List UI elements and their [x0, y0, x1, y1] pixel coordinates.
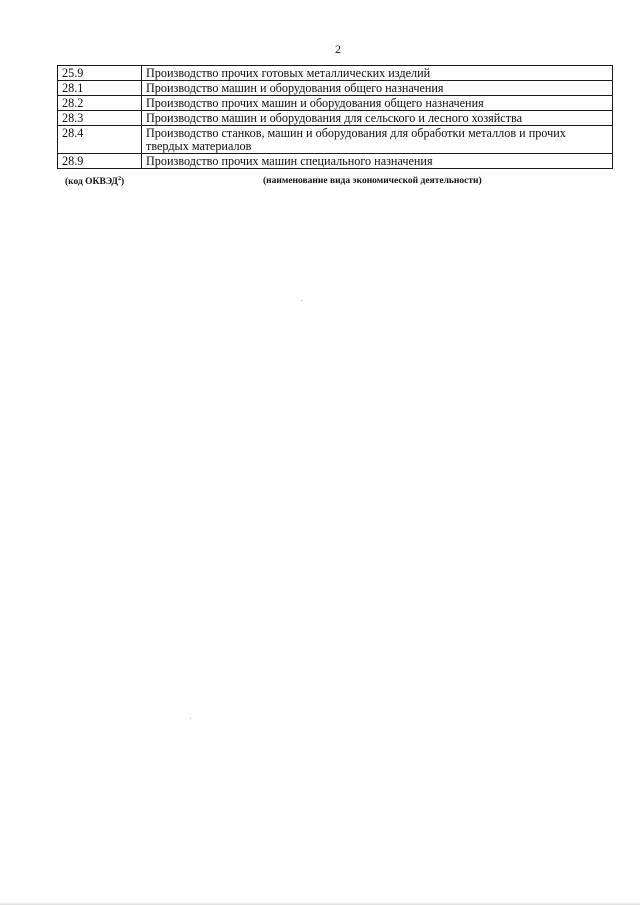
okved-code-caption-text: (код ОКВЭД — [65, 177, 118, 188]
activity-name: Производство прочих готовых металлических изделий — [142, 66, 613, 81]
activity-name-caption: (наименование вида экономической деятельности) — [263, 176, 482, 186]
activity-name: Производство машин и оборудования для сельского и лесного хозяйства — [142, 111, 613, 126]
okved-code: 28.2 — [58, 96, 142, 111]
okved-code: 28.9 — [58, 154, 142, 169]
table-row — [58, 111, 613, 126]
table-row — [58, 81, 613, 96]
page-number: 2 — [335, 42, 341, 56]
table-row — [58, 126, 613, 154]
okved-code: 28.3 — [58, 111, 142, 126]
okved-activities-table — [57, 65, 613, 169]
footnote-marker: 2 — [117, 176, 121, 182]
okved-code: 28.4 — [58, 126, 142, 154]
okved-code: 25.9 — [58, 66, 142, 81]
scan-speck — [301, 300, 302, 301]
okved-code-caption — [65, 176, 124, 187]
table-row — [58, 96, 613, 111]
table-row — [58, 66, 613, 81]
activity-name: Производство машин и оборудования общего назначения — [142, 81, 613, 96]
activity-name: Производство прочих машин и оборудования общего назначения — [142, 96, 613, 111]
okved-code-caption-close: ) — [120, 177, 125, 188]
activity-name: Производство станков, машин и оборудования для обработки металлов и прочих твердых материалов — [142, 126, 613, 154]
activity-name: Производство прочих машин специального назначения — [142, 154, 613, 169]
scan-speck — [190, 718, 191, 719]
table-row — [58, 154, 613, 169]
okved-code: 28.1 — [58, 81, 142, 96]
